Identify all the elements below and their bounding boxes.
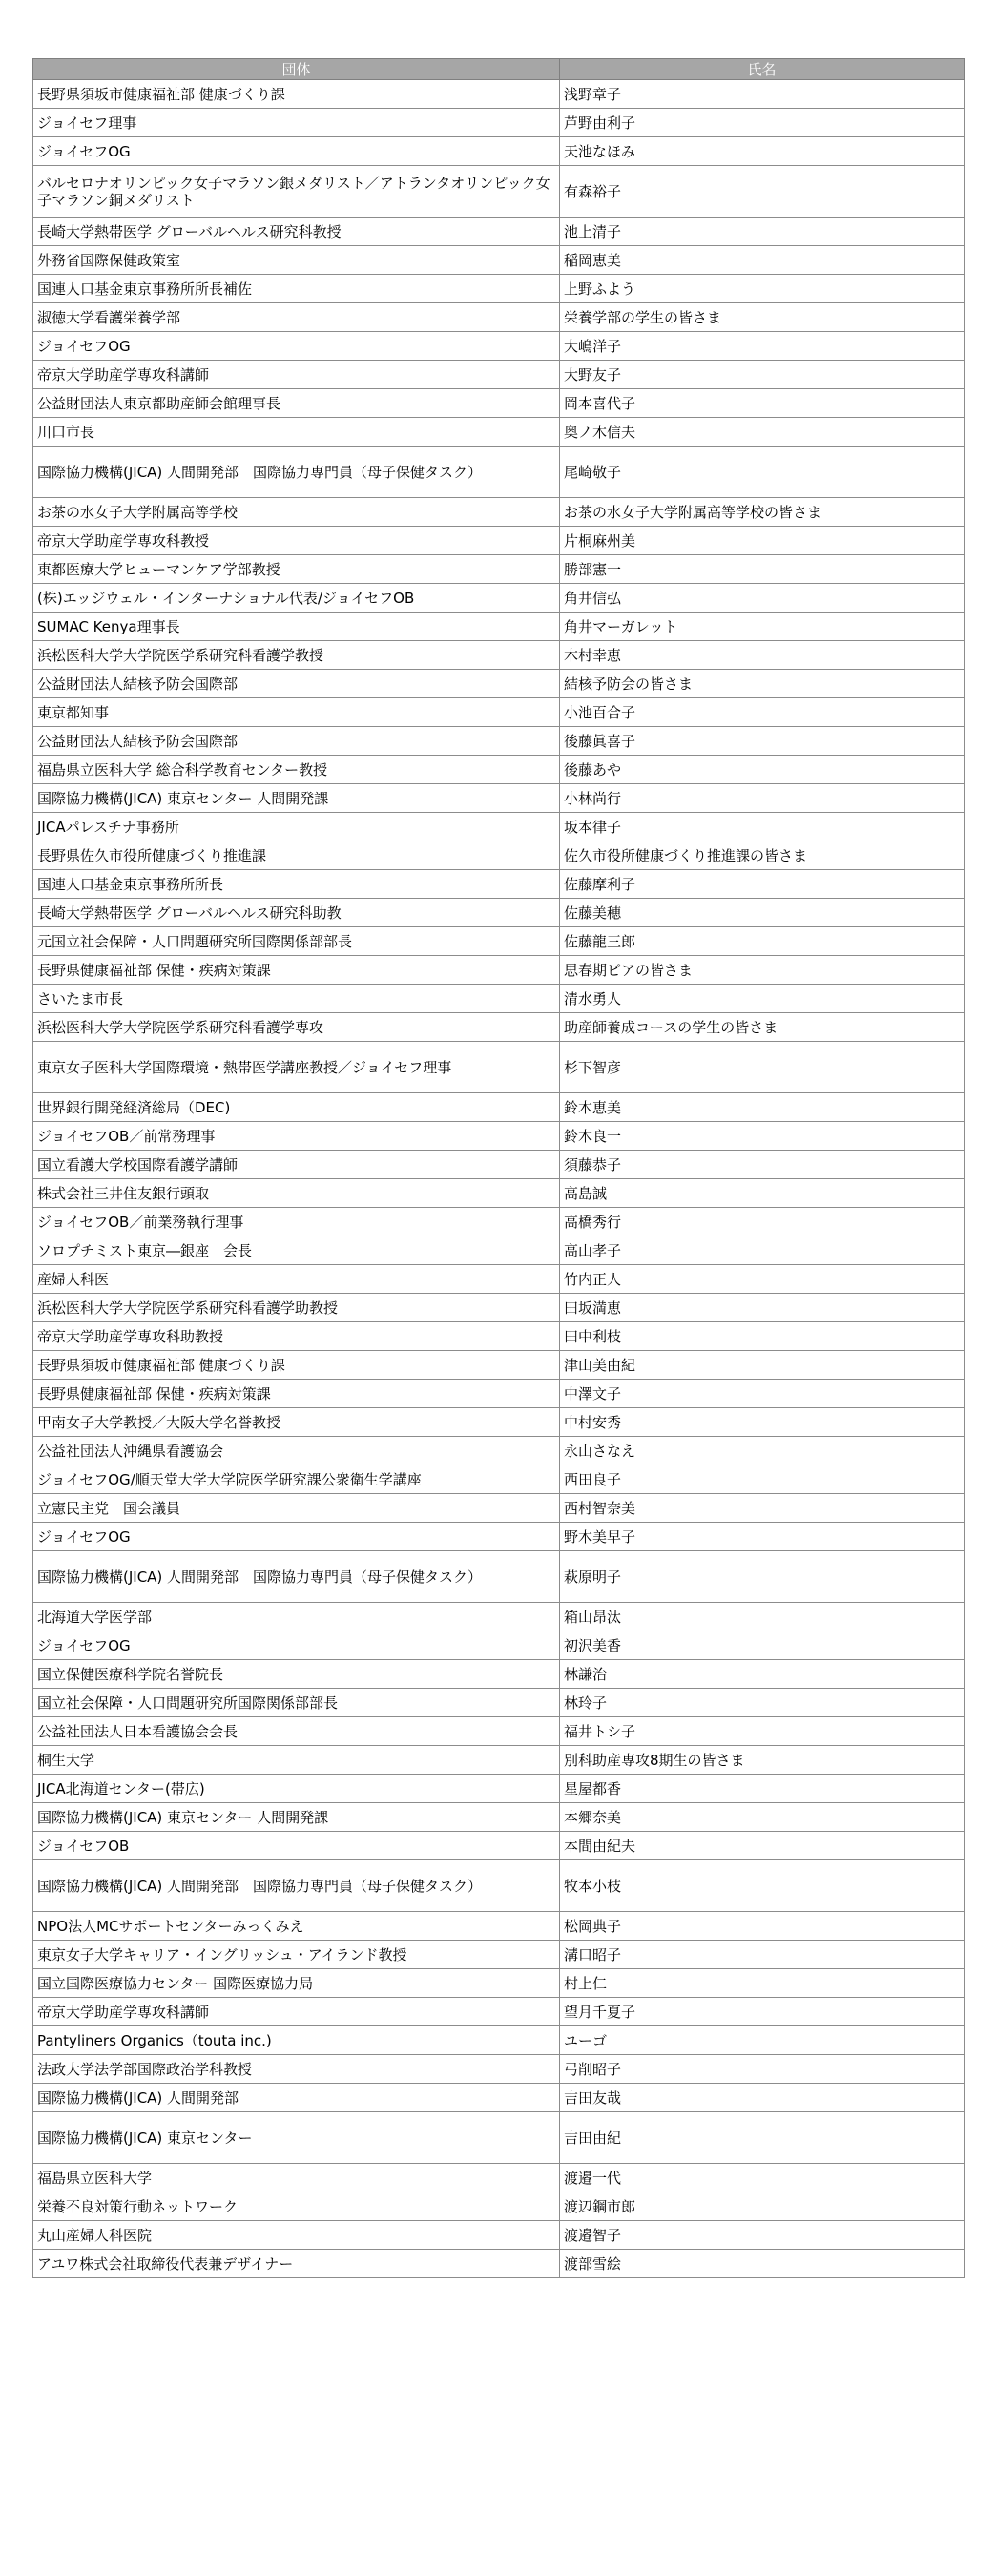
table-row bbox=[33, 1042, 965, 1093]
organization-cell: 東京女子大学キャリア・イングリッシュ・アイランド教授 bbox=[33, 1941, 560, 1969]
organization-cell: 国際協力機構(JICA) 東京センター bbox=[33, 2112, 560, 2164]
table-row bbox=[33, 166, 965, 218]
name-cell: 西田良子 bbox=[560, 1465, 965, 1494]
table-row bbox=[33, 2192, 965, 2221]
organization-cell: 国立社会保障・人口問題研究所国際関係部部長 bbox=[33, 1689, 560, 1717]
organization-cell: 国立看護大学校国際看護学講師 bbox=[33, 1151, 560, 1179]
organization-cell: ジョイセフOB／前業務執行理事 bbox=[33, 1208, 560, 1236]
name-cell: 鈴木良一 bbox=[560, 1122, 965, 1151]
name-cell: 後藤あや bbox=[560, 756, 965, 784]
name-cell: 溝口昭子 bbox=[560, 1941, 965, 1969]
table-row bbox=[33, 1969, 965, 1998]
table-row bbox=[33, 2055, 965, 2084]
name-cell: 佐久市役所健康づくり推進課の皆さま bbox=[560, 841, 965, 870]
table-row bbox=[33, 1775, 965, 1803]
organization-cell: 長崎大学熱帯医学 グローバルヘルス研究科助教 bbox=[33, 899, 560, 927]
organization-cell: 長野県須坂市健康福祉部 健康づくり課 bbox=[33, 1351, 560, 1380]
organization-cell: 国立保健医療科学院名誉院長 bbox=[33, 1660, 560, 1689]
name-cell: お茶の水女子大学附属高等学校の皆さま bbox=[560, 498, 965, 527]
name-cell: 林玲子 bbox=[560, 1689, 965, 1717]
name-cell: 浅野章子 bbox=[560, 80, 965, 109]
table-row bbox=[33, 1860, 965, 1912]
organization-cell: お茶の水女子大学附属高等学校 bbox=[33, 498, 560, 527]
name-cell: 天池なほみ bbox=[560, 137, 965, 166]
organization-cell: 東京都知事 bbox=[33, 698, 560, 727]
table-row bbox=[33, 498, 965, 527]
name-cell: 箱山昂汰 bbox=[560, 1603, 965, 1631]
table-row bbox=[33, 1236, 965, 1265]
organization-cell: 甲南女子大学教授／大阪大学名誉教授 bbox=[33, 1408, 560, 1437]
name-cell: 松岡典子 bbox=[560, 1912, 965, 1941]
organization-cell: 淑徳大学看護栄養学部 bbox=[33, 303, 560, 332]
name-cell: 田坂満恵 bbox=[560, 1294, 965, 1322]
name-cell: 竹内正人 bbox=[560, 1265, 965, 1294]
table-row bbox=[33, 956, 965, 985]
organization-cell: 帝京大学助産学専攻科助教授 bbox=[33, 1322, 560, 1351]
table-row bbox=[33, 1265, 965, 1294]
name-cell: 佐藤美穂 bbox=[560, 899, 965, 927]
name-cell: 大野友子 bbox=[560, 361, 965, 389]
organization-cell: 浜松医科大学大学院医学系研究科看護学助教授 bbox=[33, 1294, 560, 1322]
name-cell: 坂本律子 bbox=[560, 813, 965, 841]
table-row bbox=[33, 2164, 965, 2192]
table-row bbox=[33, 899, 965, 927]
name-cell: 岡本喜代子 bbox=[560, 389, 965, 418]
organization-cell: 東京女子医科大学国際環境・熱帯医学講座教授／ジョイセフ理事 bbox=[33, 1042, 560, 1093]
name-cell: 芦野由利子 bbox=[560, 109, 965, 137]
table-row bbox=[33, 389, 965, 418]
table-row bbox=[33, 332, 965, 361]
name-cell: 佐藤摩利子 bbox=[560, 870, 965, 899]
name-cell: 萩原明子 bbox=[560, 1551, 965, 1603]
organization-cell: 北海道大学医学部 bbox=[33, 1603, 560, 1631]
table-row bbox=[33, 1941, 965, 1969]
organization-cell: ジョイセフOB bbox=[33, 1832, 560, 1860]
organization-cell: ジョイセフOB／前常務理事 bbox=[33, 1122, 560, 1151]
organization-cell: 帝京大学助産学専攻科教授 bbox=[33, 527, 560, 555]
organization-cell: JICA北海道センター(帯広) bbox=[33, 1775, 560, 1803]
organization-cell: 外務省国際保健政策室 bbox=[33, 246, 560, 275]
name-cell: 林謙治 bbox=[560, 1660, 965, 1689]
organization-cell: 公益社団法人沖縄県看護協会 bbox=[33, 1437, 560, 1465]
table-row bbox=[33, 670, 965, 698]
table-row bbox=[33, 303, 965, 332]
organization-cell: 国際協力機構(JICA) 東京センター 人間開発課 bbox=[33, 784, 560, 813]
table-row bbox=[33, 1746, 965, 1775]
table-row bbox=[33, 1351, 965, 1380]
table-row bbox=[33, 80, 965, 109]
name-cell: 有森裕子 bbox=[560, 166, 965, 218]
table-row bbox=[33, 841, 965, 870]
name-cell: 弓削昭子 bbox=[560, 2055, 965, 2084]
name-cell: 中村安秀 bbox=[560, 1408, 965, 1437]
table-row bbox=[33, 1322, 965, 1351]
table-row bbox=[33, 1408, 965, 1437]
table-row bbox=[33, 1631, 965, 1660]
table-row bbox=[33, 1013, 965, 1042]
table-row bbox=[33, 1603, 965, 1631]
name-cell: 奥ノ木信夫 bbox=[560, 418, 965, 447]
organization-cell: 桐生大学 bbox=[33, 1746, 560, 1775]
name-cell: 村上仁 bbox=[560, 1969, 965, 1998]
name-cell: 角井信弘 bbox=[560, 584, 965, 613]
name-cell: 中澤文子 bbox=[560, 1380, 965, 1408]
organization-cell: 公益社団法人日本看護協会会長 bbox=[33, 1717, 560, 1746]
organization-cell: 丸山産婦人科医院 bbox=[33, 2221, 560, 2250]
organization-cell: Pantyliners Organics（touta inc.) bbox=[33, 2026, 560, 2055]
name-cell: 別科助産専攻8期生の皆さま bbox=[560, 1746, 965, 1775]
name-cell: 後藤眞喜子 bbox=[560, 727, 965, 756]
table-row bbox=[33, 698, 965, 727]
table-row bbox=[33, 1832, 965, 1860]
organization-cell: 国際協力機構(JICA) 東京センター 人間開発課 bbox=[33, 1803, 560, 1832]
name-cell: 池上清子 bbox=[560, 218, 965, 246]
organization-cell: ジョイセフOG bbox=[33, 332, 560, 361]
name-cell: 高山孝子 bbox=[560, 1236, 965, 1265]
name-cell: 上野ふよう bbox=[560, 275, 965, 303]
name-cell: 大嶋洋子 bbox=[560, 332, 965, 361]
table-row bbox=[33, 784, 965, 813]
name-cell: 本間由紀夫 bbox=[560, 1832, 965, 1860]
name-cell: 栄養学部の学生の皆さま bbox=[560, 303, 965, 332]
organization-cell: ジョイセフOG/順天堂大学大学院医学研究課公衆衛生学講座 bbox=[33, 1465, 560, 1494]
name-cell: 渡部雪絵 bbox=[560, 2250, 965, 2278]
table-row bbox=[33, 2112, 965, 2164]
organization-cell: 国際協力機構(JICA) 人間開発部 国際協力専門員（母子保健タスク） bbox=[33, 1551, 560, 1603]
organization-cell: 公益財団法人東京都助産師会館理事長 bbox=[33, 389, 560, 418]
organization-cell: 帝京大学助産学専攻科講師 bbox=[33, 1998, 560, 2026]
table-row bbox=[33, 870, 965, 899]
name-cell: 永山さなえ bbox=[560, 1437, 965, 1465]
organization-cell: 福島県立医科大学 bbox=[33, 2164, 560, 2192]
name-cell: 本郷奈美 bbox=[560, 1803, 965, 1832]
table-row bbox=[33, 927, 965, 956]
supporters-table bbox=[32, 58, 965, 2278]
organization-cell: 株式会社三井住友銀行頭取 bbox=[33, 1179, 560, 1208]
name-cell: 吉田友哉 bbox=[560, 2084, 965, 2112]
name-cell: 福井トシ子 bbox=[560, 1717, 965, 1746]
table-row bbox=[33, 1122, 965, 1151]
name-cell: 木村幸恵 bbox=[560, 641, 965, 670]
organization-cell: 国立国際医療協力センター 国際医療協力局 bbox=[33, 1969, 560, 1998]
table-row bbox=[33, 2084, 965, 2112]
name-cell: 杉下智彦 bbox=[560, 1042, 965, 1093]
table-row bbox=[33, 1465, 965, 1494]
name-cell: 津山美由紀 bbox=[560, 1351, 965, 1380]
name-cell: 勝部憲一 bbox=[560, 555, 965, 584]
organization-cell: 長野県須坂市健康福祉部 健康づくり課 bbox=[33, 80, 560, 109]
name-cell: 小林尚行 bbox=[560, 784, 965, 813]
name-cell: 結核予防会の皆さま bbox=[560, 670, 965, 698]
name-cell: 望月千夏子 bbox=[560, 1998, 965, 2026]
organization-cell: 産婦人科医 bbox=[33, 1265, 560, 1294]
organization-cell: 長野県健康福祉部 保健・疾病対策課 bbox=[33, 1380, 560, 1408]
name-cell: 野木美早子 bbox=[560, 1523, 965, 1551]
organization-cell: バルセロナオリンピック女子マラソン銀メダリスト／アトランタオリンピック女子マラソン銅メダリスト bbox=[33, 166, 560, 218]
table-row bbox=[33, 1093, 965, 1122]
name-cell: 片桐麻州美 bbox=[560, 527, 965, 555]
table-body bbox=[33, 80, 965, 2278]
name-cell: 思春期ピアの皆さま bbox=[560, 956, 965, 985]
name-cell: 初沢美香 bbox=[560, 1631, 965, 1660]
organization-cell: 公益財団法人結核予防会国際部 bbox=[33, 670, 560, 698]
organization-cell: 長野県佐久市役所健康づくり推進課 bbox=[33, 841, 560, 870]
table-row bbox=[33, 109, 965, 137]
organization-cell: (株)エッジウェル・インターナショナル代表/ジョイセフOB bbox=[33, 584, 560, 613]
name-cell: 高島誠 bbox=[560, 1179, 965, 1208]
organization-cell: 公益財団法人結核予防会国際部 bbox=[33, 727, 560, 756]
name-cell: 渡邉智子 bbox=[560, 2221, 965, 2250]
organization-cell: 立憲民主党 国会議員 bbox=[33, 1494, 560, 1523]
organization-cell: 国連人口基金東京事務所所長 bbox=[33, 870, 560, 899]
name-cell: 須藤恭子 bbox=[560, 1151, 965, 1179]
table-row bbox=[33, 418, 965, 447]
organization-cell: 国連人口基金東京事務所所長補佐 bbox=[33, 275, 560, 303]
table-row bbox=[33, 1494, 965, 1523]
organization-cell: ジョイセフ理事 bbox=[33, 109, 560, 137]
table-row bbox=[33, 613, 965, 641]
organization-cell: さいたま市長 bbox=[33, 985, 560, 1013]
name-cell: 助産師養成コースの学生の皆さま bbox=[560, 1013, 965, 1042]
name-cell: 田中利枝 bbox=[560, 1322, 965, 1351]
table-row bbox=[33, 641, 965, 670]
table-row bbox=[33, 985, 965, 1013]
organization-cell: 長野県健康福祉部 保健・疾病対策課 bbox=[33, 956, 560, 985]
table-row bbox=[33, 756, 965, 784]
table-row bbox=[33, 447, 965, 498]
table-row bbox=[33, 1179, 965, 1208]
table-row bbox=[33, 246, 965, 275]
organization-cell: ソロプチミスト東京―銀座 会長 bbox=[33, 1236, 560, 1265]
organization-cell: ジョイセフOG bbox=[33, 1523, 560, 1551]
table-row bbox=[33, 1294, 965, 1322]
table-row bbox=[33, 218, 965, 246]
organization-cell: 法政大学法学部国際政治学科教授 bbox=[33, 2055, 560, 2084]
organization-cell: ジョイセフOG bbox=[33, 137, 560, 166]
table-row bbox=[33, 1551, 965, 1603]
name-cell: 尾崎敬子 bbox=[560, 447, 965, 498]
table-row bbox=[33, 1437, 965, 1465]
table-row bbox=[33, 584, 965, 613]
organization-cell: 世界銀行開発経済総局（DEC) bbox=[33, 1093, 560, 1122]
table-row bbox=[33, 1689, 965, 1717]
name-cell: 西村智奈美 bbox=[560, 1494, 965, 1523]
organization-cell: 浜松医科大学大学院医学系研究科看護学専攻 bbox=[33, 1013, 560, 1042]
organization-cell: 長崎大学熱帯医学 グローバルヘルス研究科教授 bbox=[33, 218, 560, 246]
name-cell: 星屋都香 bbox=[560, 1775, 965, 1803]
name-cell: 角井マーガレット bbox=[560, 613, 965, 641]
organization-cell: 元国立社会保障・人口問題研究所国際関係部部長 bbox=[33, 927, 560, 956]
name-cell: 牧本小枝 bbox=[560, 1860, 965, 1912]
organization-cell: 福島県立医科大学 総合科学教育センター教授 bbox=[33, 756, 560, 784]
table-row bbox=[33, 1523, 965, 1551]
organization-cell: JICAパレスチナ事務所 bbox=[33, 813, 560, 841]
table-row bbox=[33, 2221, 965, 2250]
organization-cell: 浜松医科大学大学院医学系研究科看護学教授 bbox=[33, 641, 560, 670]
name-cell: 吉田由紀 bbox=[560, 2112, 965, 2164]
name-cell: 渡邉一代 bbox=[560, 2164, 965, 2192]
organization-cell: NPO法人MCサポートセンターみっくみえ bbox=[33, 1912, 560, 1941]
name-cell: 佐藤龍三郎 bbox=[560, 927, 965, 956]
name-cell: 稲岡恵美 bbox=[560, 246, 965, 275]
organization-cell: 栄養不良対策行動ネットワーク bbox=[33, 2192, 560, 2221]
organization-cell: SUMAC Kenya理事長 bbox=[33, 613, 560, 641]
table-row bbox=[33, 1660, 965, 1689]
name-cell: 渡辺鋼市郎 bbox=[560, 2192, 965, 2221]
table-row bbox=[33, 2250, 965, 2278]
table-row bbox=[33, 275, 965, 303]
table-row bbox=[33, 555, 965, 584]
table-row bbox=[33, 2026, 965, 2055]
organization-cell: 国際協力機構(JICA) 人間開発部 国際協力専門員（母子保健タスク） bbox=[33, 447, 560, 498]
table-row bbox=[33, 1803, 965, 1832]
table-header-row bbox=[33, 59, 965, 80]
table-row bbox=[33, 1151, 965, 1179]
organization-cell: アユワ株式会社取締役代表兼デザイナー bbox=[33, 2250, 560, 2278]
organization-cell: 帝京大学助産学専攻科講師 bbox=[33, 361, 560, 389]
table-row bbox=[33, 813, 965, 841]
table-row bbox=[33, 137, 965, 166]
organization-cell: 東都医療大学ヒューマンケア学部教授 bbox=[33, 555, 560, 584]
organization-cell: 国際協力機構(JICA) 人間開発部 bbox=[33, 2084, 560, 2112]
name-cell: 小池百合子 bbox=[560, 698, 965, 727]
organization-cell: 国際協力機構(JICA) 人間開発部 国際協力専門員（母子保健タスク） bbox=[33, 1860, 560, 1912]
table-row bbox=[33, 1912, 965, 1941]
organization-cell: ジョイセフOG bbox=[33, 1631, 560, 1660]
table-row bbox=[33, 1717, 965, 1746]
table-row bbox=[33, 1208, 965, 1236]
name-cell: 高橋秀行 bbox=[560, 1208, 965, 1236]
name-cell: ユーゴ bbox=[560, 2026, 965, 2055]
name-cell: 清水勇人 bbox=[560, 985, 965, 1013]
name-cell: 鈴木恵美 bbox=[560, 1093, 965, 1122]
table-row bbox=[33, 727, 965, 756]
table-row bbox=[33, 1380, 965, 1408]
column-header-organization: 団体 bbox=[33, 59, 560, 80]
table-row bbox=[33, 1998, 965, 2026]
table-row bbox=[33, 361, 965, 389]
column-header-name: 氏名 bbox=[560, 59, 965, 80]
table-row bbox=[33, 527, 965, 555]
organization-cell: 川口市長 bbox=[33, 418, 560, 447]
